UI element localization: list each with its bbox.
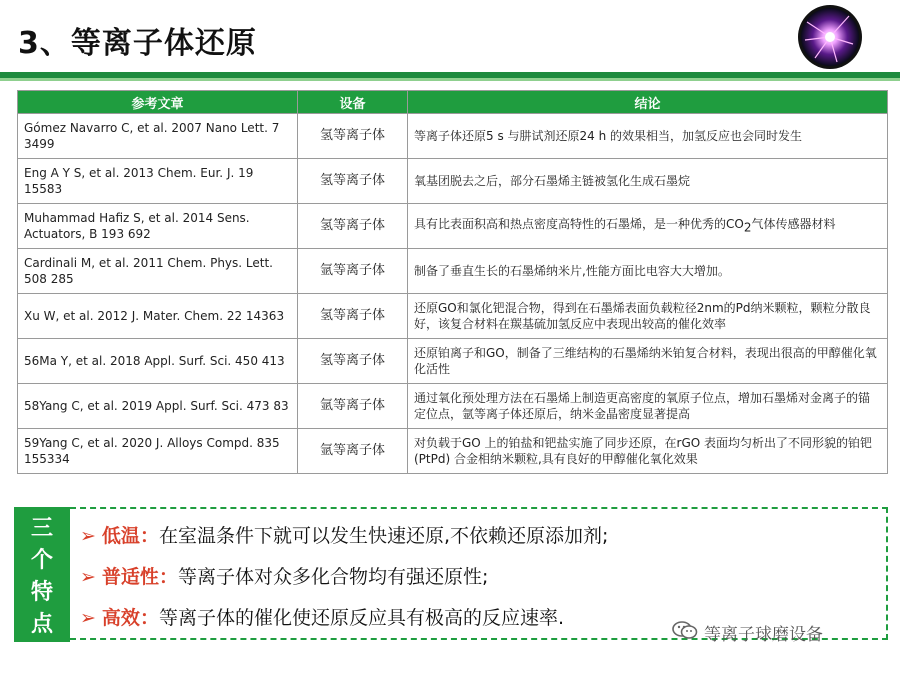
- cell-conclusion: 还原GO和氯化钯混合物，得到在石墨烯表面负载粒径2nm的Pd纳米颗粒，颗粒分散良好，该复合材料在羰基硫加氢反应中表现出较高的催化效率: [408, 294, 888, 339]
- table-row: [18, 429, 888, 474]
- reference-table: [17, 90, 888, 474]
- features-label-char: 三: [30, 516, 53, 541]
- cell-conclusion: 对负载于GO 上的铂盐和钯盐实施了同步还原，在rGO 表面均匀析出了不同形貌的铂钯(PtPd) 合金相纳米颗粒,具有良好的甲醇催化氧化效果: [408, 429, 888, 474]
- feature-separator: ：: [158, 566, 178, 588]
- cell-reference: 59Yang C, et al. 2020 J. Alloys Compd. 835 155334: [18, 429, 298, 474]
- cell-device: 氢等离子体: [298, 339, 408, 384]
- cell-reference: Gómez Navarro C, et al. 2007 Nano Lett. 7 3499: [18, 114, 298, 159]
- conclusion-subscript: 2: [743, 220, 752, 235]
- header-conclusion: 结论: [408, 91, 888, 114]
- table-header-row: [18, 91, 888, 114]
- table-row: [18, 249, 888, 294]
- header-device: 设备: [298, 91, 408, 114]
- title-underline-light: [0, 78, 900, 81]
- cell-conclusion: 氧基团脱去之后，部分石墨烯主链被氢化生成石墨烷: [408, 159, 888, 204]
- cell-device: 氩等离子体: [298, 429, 408, 474]
- feature-keyword: 低温: [101, 525, 140, 547]
- conclusion-text-pre: 具有比表面积高和热点密度高特性的石墨烯，是一种优秀的CO: [414, 217, 744, 232]
- feature-text: 在室温条件下就可以发生快速还原,不依赖还原添加剂;: [158, 525, 609, 547]
- plasma-ball-icon: [797, 4, 863, 70]
- cell-device: 氢等离子体: [298, 159, 408, 204]
- cell-device: 氢等离子体: [298, 204, 408, 249]
- features-label-char: 点: [30, 612, 53, 637]
- feature-keyword: 普适性: [101, 566, 159, 588]
- table-row: [18, 114, 888, 159]
- feature-item-universality: [80, 562, 488, 589]
- feature-separator: ：: [139, 525, 159, 547]
- feature-text: 等离子体的催化使还原反应具有极高的反应速率.: [158, 607, 564, 629]
- watermark-text: 等离子球磨设备: [704, 625, 823, 645]
- cell-reference: Muhammad Hafiz S, et al. 2014 Sens. Actuators, B 193 692: [18, 204, 298, 249]
- cell-conclusion: 还原铂离子和GO，制备了三维结构的石墨烯纳米铂复合材料，表现出很高的甲醇催化氧化活性: [408, 339, 888, 384]
- features-label-char: 个: [30, 548, 53, 573]
- cell-device: 氩等离子体: [298, 249, 408, 294]
- cell-device: 氩等离子体: [298, 384, 408, 429]
- feature-text: 等离子体对众多化合物均有强还原性;: [177, 566, 489, 588]
- features-label-char: 特: [30, 580, 53, 605]
- cell-reference: Xu W, et al. 2012 J. Mater. Chem. 22 14363: [18, 294, 298, 339]
- header-reference: 参考文章: [18, 91, 298, 114]
- cell-reference: Eng A Y S, et al. 2013 Chem. Eur. J. 19 15583: [18, 159, 298, 204]
- cell-conclusion: [408, 204, 888, 249]
- page-title: 3、等离子体还原: [18, 26, 257, 61]
- cell-conclusion: 通过氧化预处理方法在石墨烯上制造更高密度的氧原子位点，增加石墨烯对金离子的锚定位点，氩等离子体还原后，纳米金晶密度显著提高: [408, 384, 888, 429]
- feature-separator: ：: [139, 607, 159, 629]
- features-label: [14, 507, 70, 642]
- feature-item-efficiency: [80, 603, 564, 630]
- watermark: [672, 620, 823, 645]
- table-row: [18, 384, 888, 429]
- cell-reference: 56Ma Y, et al. 2018 Appl. Surf. Sci. 450 413: [18, 339, 298, 384]
- arrow-bullet-icon: ➢: [80, 525, 96, 547]
- table-row: [18, 204, 888, 249]
- cell-reference: Cardinali M, et al. 2011 Chem. Phys. Lett. 508 285: [18, 249, 298, 294]
- feature-item-low-temperature: [80, 521, 608, 548]
- arrow-bullet-icon: ➢: [80, 566, 96, 588]
- arrow-bullet-icon: ➢: [80, 607, 96, 629]
- cell-conclusion: 制备了垂直生长的石墨烯纳米片,性能方面比电容大大增加。: [408, 249, 888, 294]
- feature-keyword: 高效: [101, 607, 140, 629]
- conclusion-text-post: 气体传感器材料: [751, 217, 836, 232]
- wechat-icon: [672, 620, 698, 640]
- cell-device: 氢等离子体: [298, 294, 408, 339]
- cell-reference: 58Yang C, et al. 2019 Appl. Surf. Sci. 473 83: [18, 384, 298, 429]
- table-row: [18, 339, 888, 384]
- table-row: [18, 294, 888, 339]
- cell-device: 氢等离子体: [298, 114, 408, 159]
- table-row: [18, 159, 888, 204]
- cell-conclusion: 等离子体还原5 s 与肼试剂还原24 h 的效果相当，加氢反应也会同时发生: [408, 114, 888, 159]
